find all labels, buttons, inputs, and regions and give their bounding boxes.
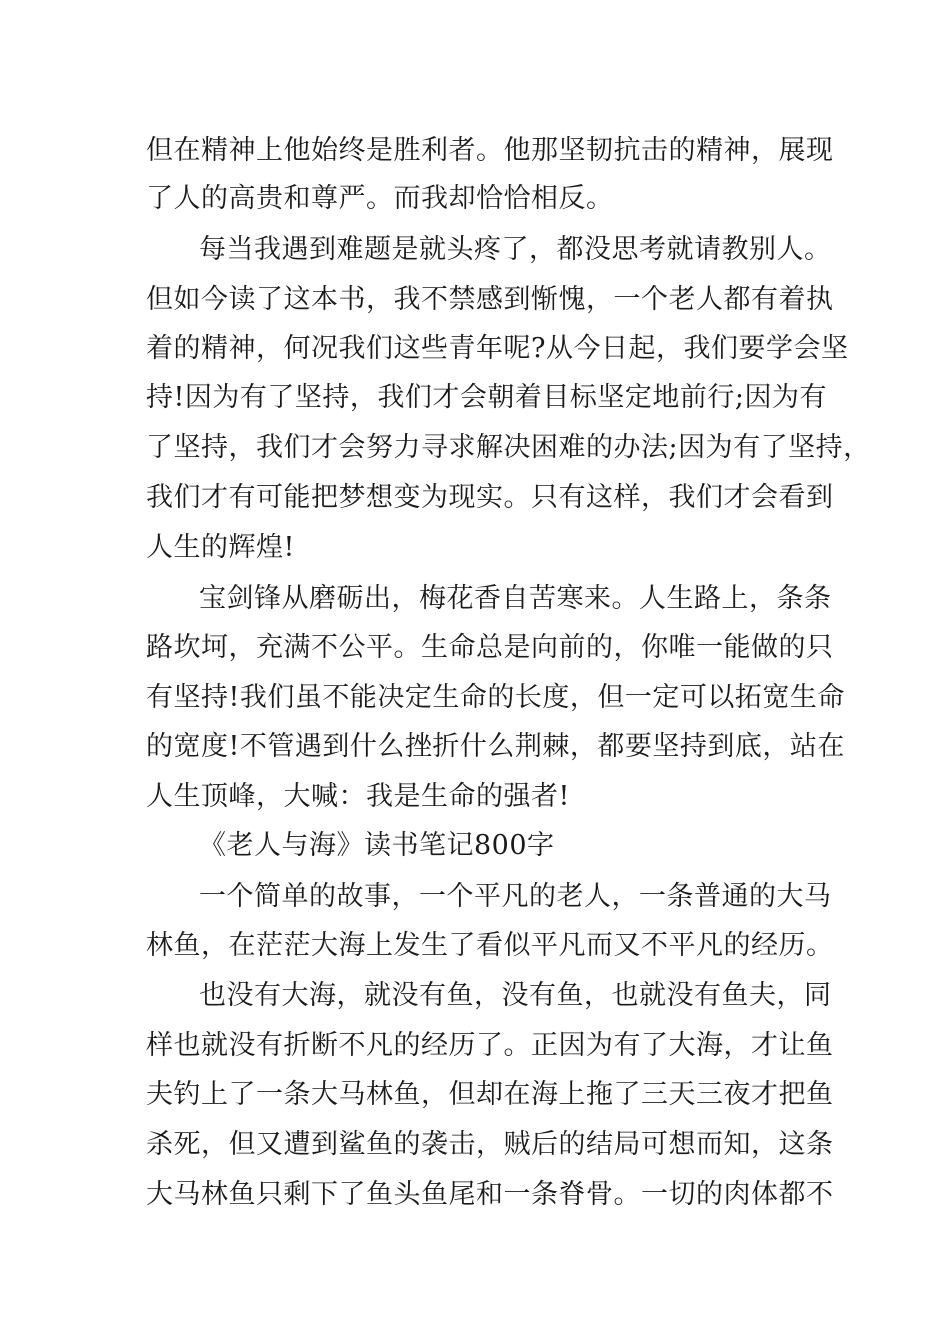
text-line: 的宽度!不管遇到什么挫折什么荆棘，都要坚持到底，站在 <box>146 731 845 762</box>
text-line: 持!因为有了坚持，我们才会朝着目标坚定地前行;因为有 <box>146 382 827 413</box>
text-line: 了坚持，我们才会努力寻求解决困难的办法;因为有了坚持， <box>146 432 871 463</box>
text-line: 但在精神上他始终是胜利者。他那坚韧抗击的精神，展现 <box>146 135 834 166</box>
text-line: 样也就没有折断不凡的经历了。正因为有了大海，才让鱼 <box>146 1030 834 1061</box>
text-line: 夫钓上了一条大马林鱼，但却在海上拖了三天三夜才把鱼 <box>146 1079 834 1110</box>
text-line: 大马林鱼只剩下了鱼头鱼尾和一条脊骨。一切的肉体都不 <box>146 1179 834 1210</box>
text-line: 有坚持!我们虽不能决定生命的长度，但一定可以拓宽生命 <box>146 682 845 713</box>
text-line: 但如今读了这本书，我不禁感到惭愧，一个老人都有着执 <box>146 284 834 315</box>
text-line: 人生的辉煌! <box>146 532 295 563</box>
text-line: 宝剑锋从磨砺出，梅花香自苦寒来。人生路上，条条 <box>199 583 832 614</box>
text-line: 每当我遇到难题是就头疼了，都没思考就请教别人。 <box>199 234 832 265</box>
text-line: 路坎坷，充满不公平。生命总是向前的，你唯一能做的只 <box>146 632 834 663</box>
text-line: 人生顶峰，大喊：我是生命的强者! <box>146 781 570 812</box>
text-line: 杀死，但又遭到鲨鱼的袭击，贼后的结局可想而知，这条 <box>146 1129 834 1160</box>
text-line: 我们才有可能把梦想变为现实。只有这样，我们才会看到 <box>146 482 834 513</box>
text-line: 林鱼，在茫茫大海上发生了看似平凡而又不平凡的经历。 <box>146 930 834 961</box>
text-line: 一个简单的故事，一个平凡的老人，一条普通的大马 <box>199 881 832 912</box>
text-line: 着的精神，何况我们这些青年呢?从今日起，我们要学会坚 <box>146 333 849 364</box>
text-line: 了人的高贵和尊严。而我却恰恰相反。 <box>146 183 614 214</box>
text-line: 也没有大海，就没有鱼，没有鱼，也就没有鱼夫，同 <box>199 980 832 1011</box>
section-heading: 《老人与海》读书笔记800字 <box>199 830 555 861</box>
